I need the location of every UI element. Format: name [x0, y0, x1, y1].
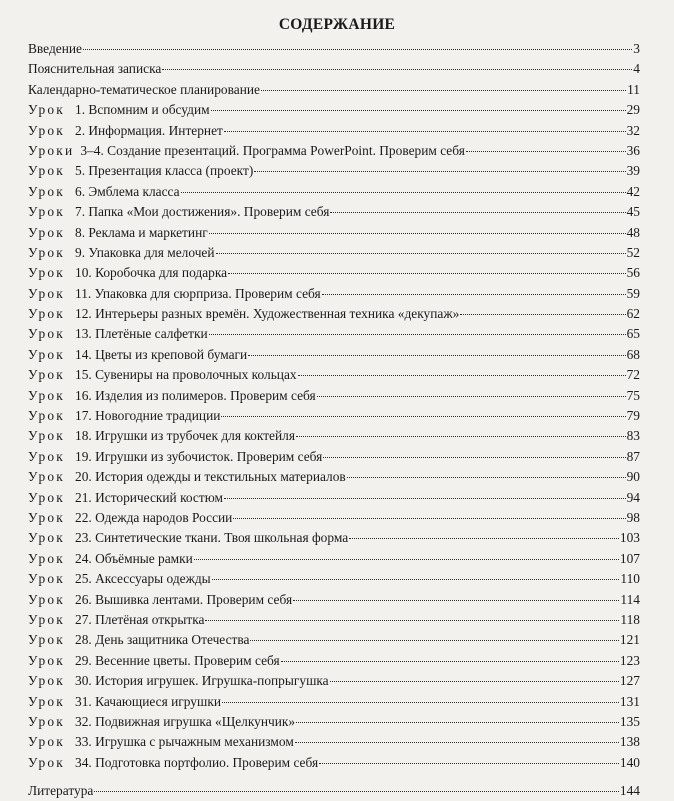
toc-entry [28, 263, 640, 283]
toc-entry-title: 20. История одежды и текстильных материалов [75, 469, 346, 485]
toc-entry-page-number: 4 [633, 61, 640, 77]
toc-entry-page-number: 75 [626, 387, 640, 403]
toc-entry-title: Календарно-тематическое планирование [28, 81, 260, 97]
toc-entry-label [28, 324, 208, 344]
toc-entry-label [28, 80, 260, 100]
toc-entry [28, 324, 640, 344]
toc-entry-label [28, 610, 204, 630]
toc-entry-page-number: 127 [619, 673, 640, 689]
dot-leader [349, 538, 619, 539]
toc-entry [28, 182, 640, 202]
dot-leader [296, 722, 619, 723]
toc-entry [28, 161, 640, 181]
toc-entry-label [28, 223, 208, 243]
toc-entry [28, 243, 640, 263]
toc-entry [28, 284, 640, 304]
toc-entry-prefix: Урок [28, 428, 65, 444]
toc-entry-prefix: Урок [28, 306, 65, 322]
toc-entry-prefix: Урок [28, 367, 65, 383]
table-of-contents [28, 39, 640, 801]
toc-entry-label [28, 365, 297, 385]
dot-leader [221, 416, 625, 417]
toc-entry-title: 16. Изделия из полимеров. Проверим себя [75, 387, 316, 403]
toc-entry-label [28, 284, 321, 304]
toc-entry-label [28, 202, 329, 222]
dot-leader [466, 151, 626, 152]
toc-entry-page-number: 59 [626, 285, 640, 301]
toc-entry-prefix: Урок [28, 530, 65, 546]
toc-entry [28, 447, 640, 467]
toc-entry-prefix: Урок [28, 509, 65, 525]
toc-entry [28, 781, 640, 801]
toc-entry-page-number: 79 [626, 408, 640, 424]
toc-entry [28, 141, 640, 161]
toc-entry-prefix: Урок [28, 408, 65, 424]
toc-entry-page-number: 36 [626, 142, 640, 158]
dot-leader [330, 212, 625, 213]
toc-entry-title: 15. Сувениры на проволочных кольцах [75, 367, 297, 383]
toc-entry-label [28, 386, 316, 406]
toc-entry-page-number: 98 [626, 509, 640, 525]
toc-entry-title: Литература [28, 783, 94, 799]
toc-entry [28, 671, 640, 691]
toc-entry [28, 39, 640, 59]
toc-entry-prefix: Урок [28, 265, 65, 281]
toc-entry-title: 26. Вышивка лентами. Проверим себя [75, 591, 293, 607]
toc-entry-label [28, 141, 465, 161]
toc-entry-page-number: 144 [619, 783, 640, 799]
toc-entry [28, 753, 640, 773]
dot-leader [224, 131, 626, 132]
toc-entry-title: 32. Подвижная игрушка «Щелкунчик» [75, 713, 296, 729]
page-title: СОДЕРЖАНИЕ [278, 16, 396, 33]
toc-entry-label [28, 182, 180, 202]
toc-entry-title: 11. Упаковка для сюрприза. Проверим себя [75, 285, 321, 301]
dot-leader [228, 273, 626, 274]
toc-entry-label [28, 651, 280, 671]
toc-entry [28, 528, 640, 548]
toc-entry-page-number: 140 [619, 754, 640, 770]
toc-entry-prefix: Урок [28, 102, 65, 118]
toc-entry-prefix: Урок [28, 224, 65, 240]
toc-entry-page-number: 45 [626, 204, 640, 220]
toc-entry-prefix: Урок [28, 713, 65, 729]
toc-entry-prefix: Урок [28, 163, 65, 179]
toc-entry-page-number: 3 [633, 41, 640, 56]
toc-entry [28, 202, 640, 222]
toc-entry-page-number: 94 [626, 489, 640, 505]
toc-entry-label [28, 406, 220, 426]
dot-leader [181, 192, 626, 193]
toc-entry-page-number: 48 [626, 224, 640, 240]
toc-entry-prefix: Урок [28, 571, 65, 587]
toc-entry-title: 2. Информация. Интернет [75, 122, 223, 138]
toc-entry-page-number: 123 [619, 652, 640, 668]
toc-entry-label [28, 712, 295, 732]
toc-entry-prefix: Урок [28, 693, 65, 709]
toc-entry [28, 365, 640, 385]
dot-leader [216, 253, 626, 254]
toc-entry-label [28, 549, 193, 569]
toc-entry-prefix: Урок [28, 326, 65, 342]
toc-entry-title: Введение [28, 41, 82, 56]
toc-entry-prefix: Урок [28, 122, 65, 138]
dot-leader [460, 314, 625, 315]
toc-entry-prefix: Урок [28, 285, 65, 301]
dot-leader [211, 110, 626, 111]
toc-entry [28, 488, 640, 508]
toc-entry [28, 223, 640, 243]
toc-entry-title: 30. История игрушек. Игрушка-попрыгушка [75, 673, 329, 689]
toc-entry-title: 21. Исторический костюм [75, 489, 224, 505]
dot-leader [330, 681, 619, 682]
dot-leader [295, 742, 619, 743]
toc-entry-page-number: 11 [627, 81, 640, 97]
toc-entry-label [28, 59, 161, 79]
toc-entry-title: 7. Папка «Мои достижения». Проверим себя [75, 204, 330, 220]
dot-leader [261, 90, 626, 91]
toc-entry-title: 24. Объёмные рамки [75, 550, 193, 566]
dot-leader [194, 559, 619, 560]
toc-entry-title: 34. Подготовка портфолио. Проверим себя [75, 754, 319, 770]
dot-leader [209, 334, 626, 335]
toc-entry [28, 712, 640, 732]
toc-entry-page-number: 65 [626, 326, 640, 342]
toc-entry-label [28, 488, 223, 508]
toc-entry-prefix: Урок [28, 183, 65, 199]
toc-entry-title: 1. Вспомним и обсудим [75, 102, 210, 118]
toc-entry-label [28, 753, 318, 773]
toc-entry-page-number: 52 [626, 244, 640, 260]
toc-entry-title: 19. Игрушки из зубочисток. Проверим себя [75, 448, 323, 464]
toc-entry [28, 59, 640, 79]
toc-entry-label [28, 508, 232, 528]
dot-leader [254, 171, 625, 172]
toc-entry-page-number: 87 [626, 448, 640, 464]
toc-entry-title: 29. Весенние цветы. Проверим себя [75, 652, 280, 668]
toc-entry-page-number: 68 [626, 346, 640, 362]
toc-entry [28, 345, 640, 365]
dot-leader [212, 579, 620, 580]
dot-leader [205, 620, 619, 621]
toc-entry-page-number: 131 [619, 693, 640, 709]
toc-entry-title: 12. Интерьеры разных времён. Художественная техника «декупаж» [75, 306, 460, 322]
dot-leader [281, 661, 619, 662]
toc-entry-title: 27. Плетёная открытка [75, 611, 205, 627]
toc-entry [28, 80, 640, 100]
toc-entry-title: Пояснительная записка [28, 61, 162, 77]
dot-leader [322, 294, 626, 295]
toc-entry [28, 630, 640, 650]
toc-entry-label [28, 161, 253, 181]
toc-entry [28, 100, 640, 120]
toc-entry-page-number: 90 [626, 469, 640, 485]
toc-entry-label [28, 121, 223, 141]
toc-entry-prefix: Урок [28, 448, 65, 464]
toc-entry-title: 22. Одежда народов России [75, 509, 233, 525]
toc-entry-label [28, 671, 329, 691]
toc-entry [28, 386, 640, 406]
dot-leader [209, 233, 626, 234]
toc-entry-prefix: Урок [28, 346, 65, 362]
dot-leader [250, 640, 618, 641]
toc-entry-page-number: 138 [619, 734, 640, 750]
toc-entry-prefix: Урок [28, 591, 65, 607]
toc-entry [28, 651, 640, 671]
toc-entry-title: 9. Упаковка для мелочей [75, 244, 215, 260]
toc-entry-label [28, 569, 211, 589]
dot-leader [162, 69, 632, 70]
toc-entry-page-number: 121 [619, 632, 640, 648]
toc-entry-label [28, 528, 348, 548]
toc-entry-page-number: 72 [626, 367, 640, 383]
toc-entry-prefix: Урок [28, 673, 65, 689]
toc-entry-label [28, 467, 346, 487]
toc-entry-label [28, 345, 247, 365]
toc-entry-label [28, 243, 215, 263]
toc-entry-label [28, 39, 82, 59]
toc-entry-page-number: 62 [626, 306, 640, 322]
toc-entry-label [28, 304, 459, 324]
toc-entry-page-number: 83 [626, 428, 640, 444]
dot-leader [248, 355, 625, 356]
toc-entry-prefix: Урок [28, 652, 65, 668]
toc-entry-page-number: 107 [619, 550, 640, 566]
toc-entry [28, 121, 640, 141]
toc-entry-page-number: 29 [626, 102, 640, 118]
toc-entry-prefix: Урок [28, 244, 65, 260]
toc-entry-title: 13. Плетёные салфетки [75, 326, 208, 342]
toc-entry-label [28, 426, 295, 446]
toc-entry-title: 25. Аксессуары одежды [75, 571, 211, 587]
toc-entry [28, 508, 640, 528]
toc-entry-page-number: 103 [619, 530, 640, 546]
toc-entry-prefix: Урок [28, 550, 65, 566]
toc-entry-label [28, 630, 249, 650]
toc-entry-title: 31. Качающиеся игрушки [75, 693, 221, 709]
toc-entry-label [28, 692, 221, 712]
dot-leader [233, 518, 625, 519]
dot-leader [347, 477, 626, 478]
toc-entry-title: 18. Игрушки из трубочек для коктейля [75, 428, 295, 444]
toc-entry [28, 732, 640, 752]
toc-entry-title: 3–4. Создание презентаций. Программа PowerPoint. Проверим себя [80, 142, 465, 158]
toc-entry-prefix: Уроки [28, 142, 75, 158]
toc-entry-label [28, 732, 294, 752]
toc-entry-prefix: Урок [28, 489, 65, 505]
toc-entry [28, 692, 640, 712]
toc-entry-page-number: 135 [619, 713, 640, 729]
toc-entry-title: 10. Коробочка для подарка [75, 265, 228, 281]
toc-entry-label [28, 263, 227, 283]
toc-entry-label [28, 781, 93, 801]
toc-entry [28, 590, 640, 610]
toc-entry-title: 6. Эмблема класса [75, 183, 180, 199]
dot-leader [293, 600, 619, 601]
toc-entry-page-number: 114 [620, 591, 640, 607]
toc-entry-title: 23. Синтетические ткани. Твоя школьная форма [75, 530, 349, 546]
toc-entry-prefix: Урок [28, 387, 65, 403]
dot-leader [319, 763, 619, 764]
dot-leader [298, 375, 626, 376]
toc-entry-prefix: Урок [28, 734, 65, 750]
toc-entry-page-number: 32 [626, 122, 640, 138]
dot-leader [317, 396, 626, 397]
toc-entry [28, 304, 640, 324]
toc-entry-title: 8. Реклама и маркетинг [75, 224, 208, 240]
toc-entry-page-number: 56 [626, 265, 640, 281]
toc-entry-prefix: Урок [28, 469, 65, 485]
toc-entry-prefix: Урок [28, 632, 65, 648]
dot-leader [296, 436, 626, 437]
toc-entry-title: 33. Игрушка с рычажным механизмом [75, 734, 294, 750]
toc-entry-label [28, 100, 210, 120]
toc-entry-prefix: Урок [28, 611, 65, 627]
toc-entry-title: 17. Новогодние традиции [75, 408, 221, 424]
toc-entry-page-number: 39 [626, 163, 640, 179]
dot-leader [222, 702, 619, 703]
toc-entry [28, 467, 640, 487]
toc-entry [28, 569, 640, 589]
dot-leader [323, 457, 625, 458]
dot-leader [94, 791, 619, 792]
toc-entry [28, 426, 640, 446]
toc-entry-page-number: 42 [626, 183, 640, 199]
toc-entry-label [28, 590, 292, 610]
toc-entry-title: 28. День защитника Отечества [75, 632, 250, 648]
dot-leader [224, 498, 626, 499]
toc-entry-prefix: Урок [28, 754, 65, 770]
toc-entry-title: 5. Презентация класса (проект) [75, 163, 254, 179]
toc-entry [28, 549, 640, 569]
toc-entry-page-number: 118 [620, 611, 640, 627]
toc-entry-prefix: Урок [28, 204, 65, 220]
toc-entry [28, 406, 640, 426]
dot-leader [83, 49, 632, 50]
toc-entry-title: 14. Цветы из креповой бумаги [75, 346, 248, 362]
toc-entry [28, 610, 640, 630]
toc-entry-label [28, 447, 322, 467]
toc-entry-page-number: 110 [620, 571, 640, 587]
